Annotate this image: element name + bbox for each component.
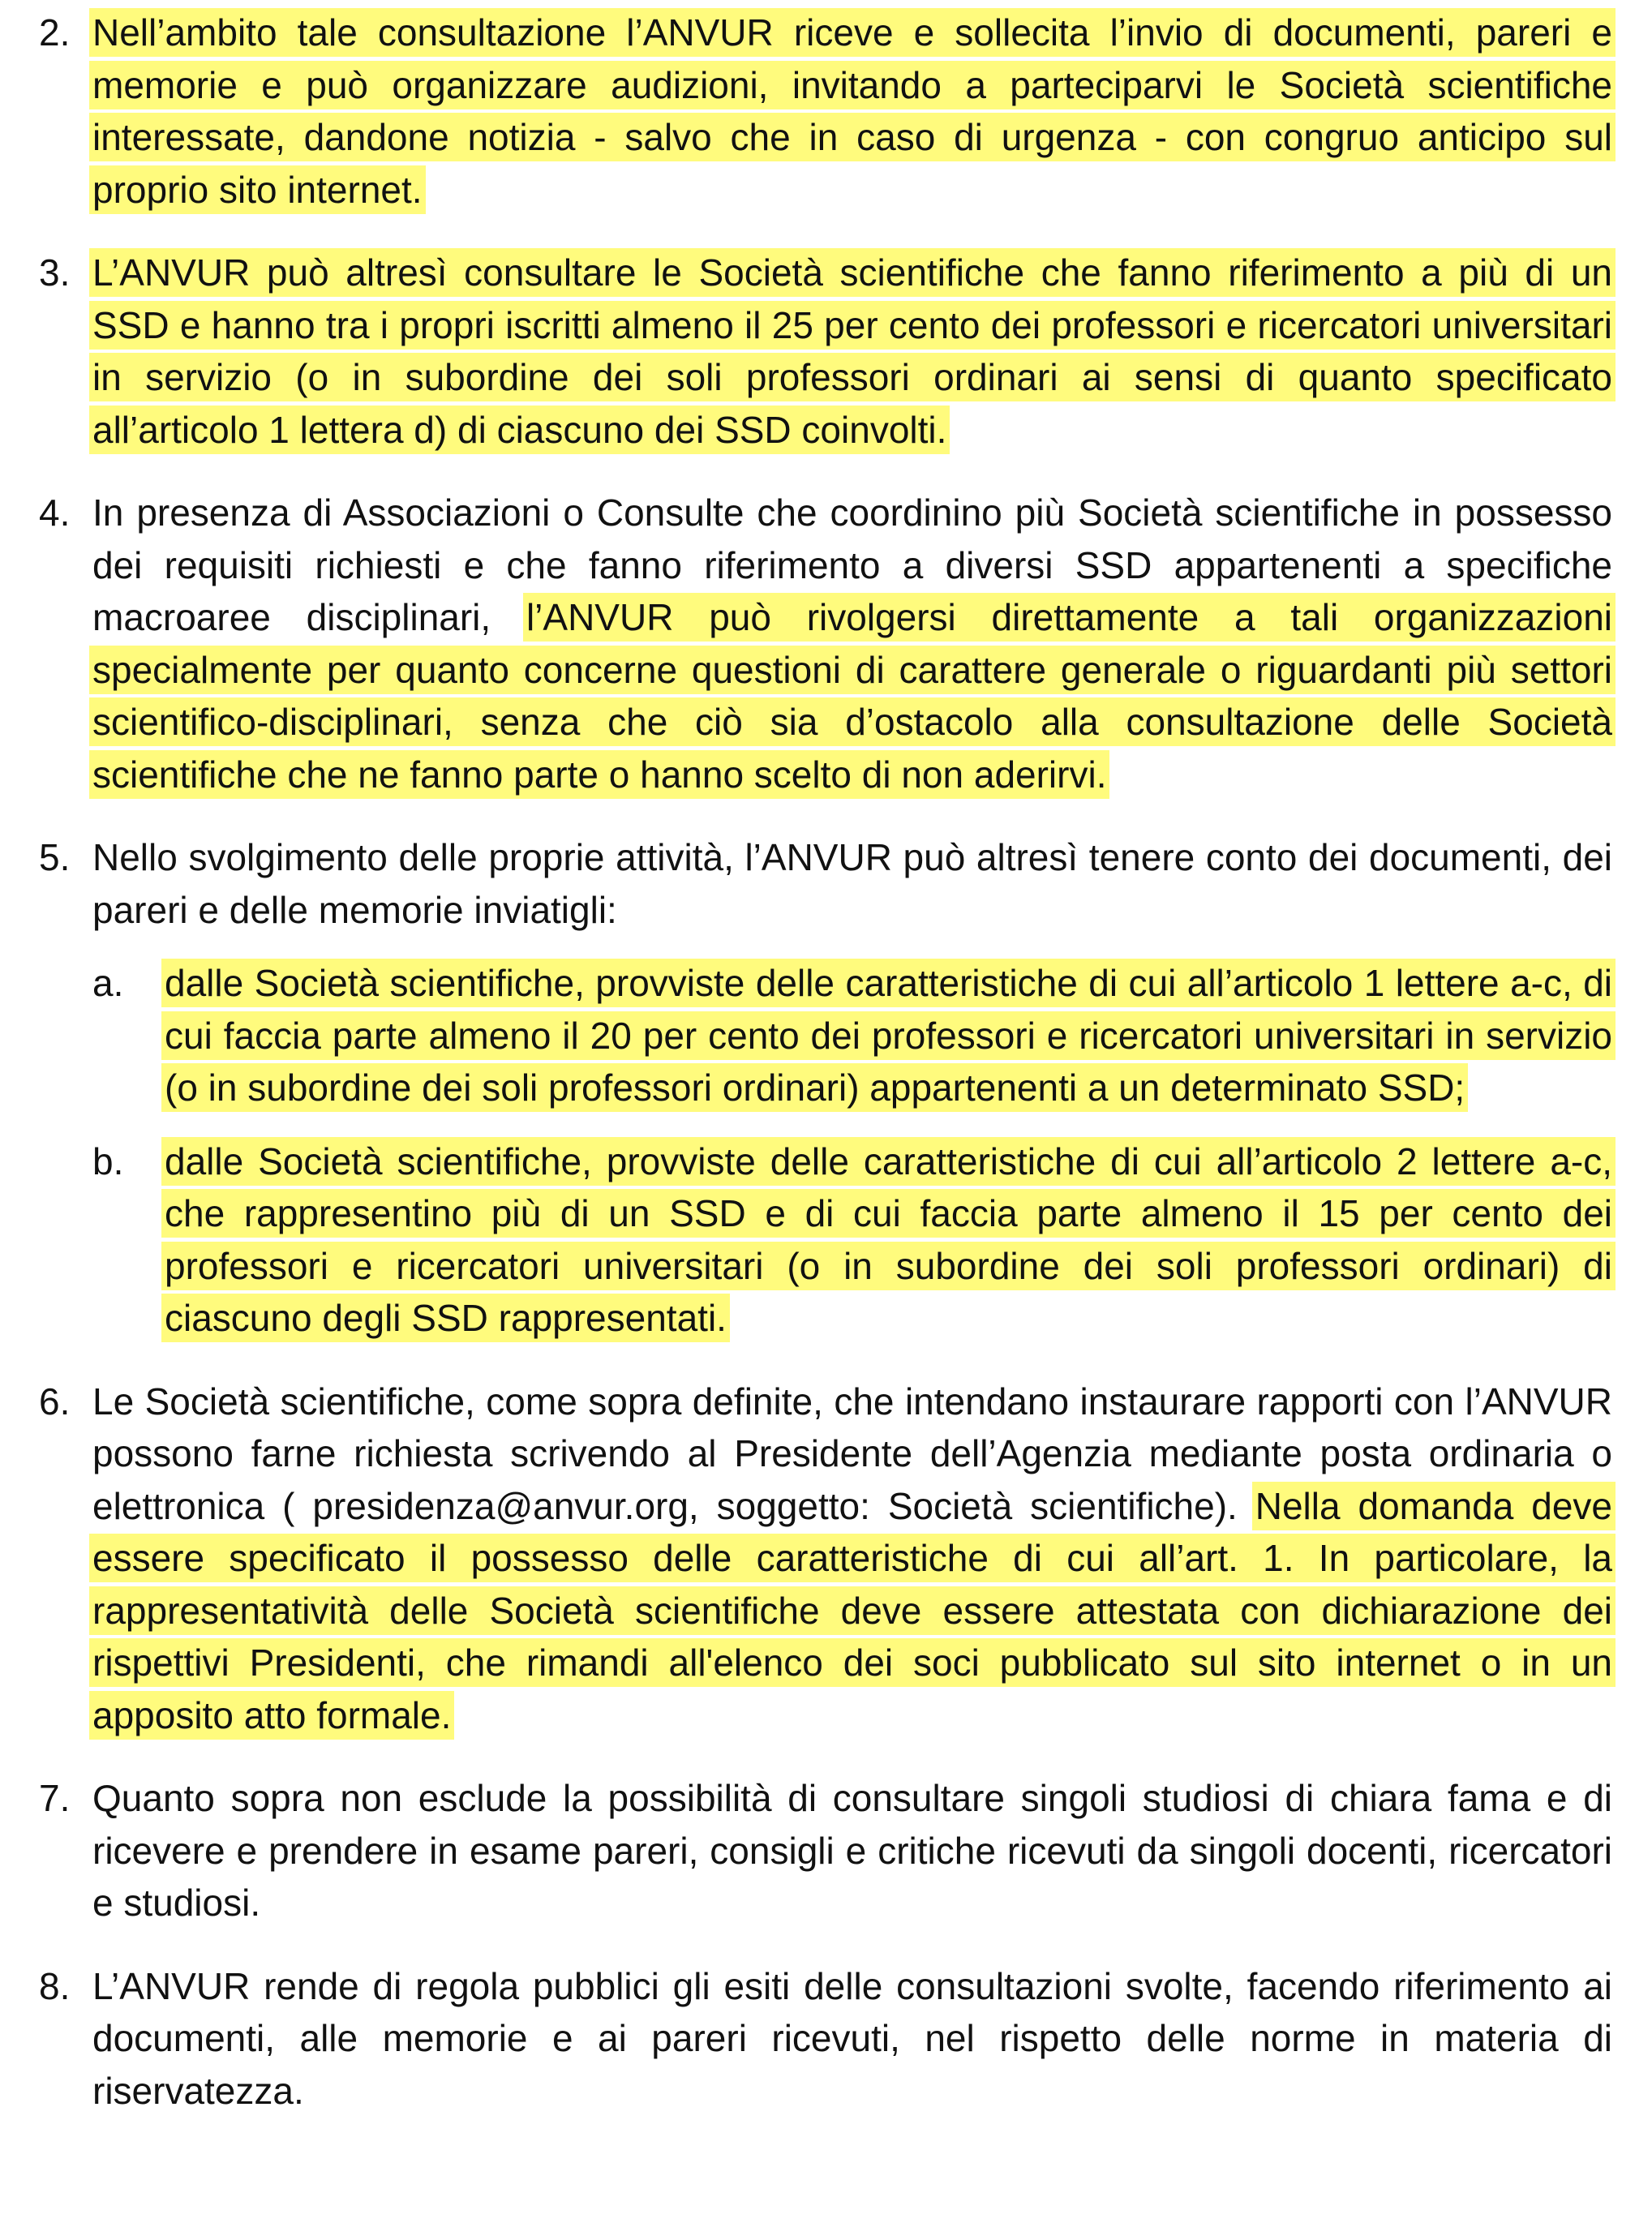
item-number: 5.: [39, 836, 71, 878]
plain-text: Le Società scientifiche, come sopra definite, che intendano instaurare rapporti con l’ANVUR possono farne richiesta scrivendo al Presidente dell’Agenzia mediante posta ordinaria o elettronica ( presidenza@anvur.org, soggetto: Società scientifiche).: [92, 1380, 1612, 1527]
list-item-4: [39, 487, 1612, 800]
plain-text: Nello svolgimento delle proprie attività, l’ANVUR può altresì tenere conto dei documenti, dei pareri e delle memorie inviatigli:: [92, 836, 1612, 931]
plain-text: In presenza di Associazioni o Consulte che coordinino più Società scientifiche in possesso dei requisiti richiesti e che fanno riferimento a diversi SSD appartenenti a specifiche macroaree disciplinari,: [92, 491, 1612, 638]
item-number: 4.: [39, 491, 71, 534]
highlighted-text: dalle Società scientifiche, provviste delle caratteristiche di cui all’articolo 2 lettere a-c, che rappresentino più di un SSD e di cui faccia parte almeno il 15 per cento dei professori e ricercatori universitari (o in subordine dei soli professori ordinari) di ciascuno degli SSD rappresentati.: [165, 1139, 1612, 1339]
list-item-8: [39, 1960, 1612, 2118]
list-item-3: [39, 247, 1612, 456]
highlighted-text: Nella domanda deve essere specificato il possesso delle caratteristiche di cui all’art. 1. In particolare, la rappresentatività delle Società scientifiche deve essere attestata con dichiarazione dei rispettivi Presidenti, che rimandi all'elenco dei soci pubblicato sul sito internet o in un apposito atto formale.: [92, 1484, 1612, 1736]
item-number: 8.: [39, 1964, 71, 2007]
subitem-b: [39, 1135, 1612, 1345]
item-number: 6.: [39, 1380, 71, 1423]
highlighted-text: Nell’ambito tale consultazione l’ANVUR riceve e sollecita l’invio di documenti, pareri e memorie e può organizzare audizioni, invitando a parteciparvi le Società scientifiche interessate, dandone notizia - salvo che in caso di urgenza - con congruo anticipo sul proprio sito internet.: [92, 11, 1612, 211]
list-item-6: [39, 1375, 1612, 1742]
document-page: [39, 6, 1612, 2117]
item-number: 2.: [39, 11, 71, 54]
plain-text: L’ANVUR rende di regola pubblici gli esiti delle consultazioni svolte, facendo riferimento ai documenti, alle memorie e ai pareri ricevuti, nel rispetto delle norme in materia di riservatezza.: [92, 1964, 1612, 2112]
item-number: 7.: [39, 1777, 71, 1819]
list-item-7: [39, 1772, 1612, 1929]
plain-text: Quanto sopra non esclude la possibilità di consultare singoli studiosi di chiara fama e di ricevere e prendere in esame pareri, consigli e critiche ricevuti da singoli docenti, ricercatori e studiosi.: [92, 1777, 1612, 1924]
highlighted-text: L’ANVUR può altresì consultare le Società scientifiche che fanno riferimento a più di un SSD e hanno tra i propri iscritti almeno il 25 per cento dei professori e ricercatori universitari in servizio (o in subordine dei soli professori ordinari ai sensi di quanto specificato all’articolo 1 lettera d) di ciascuno dei SSD coinvolti.: [92, 251, 1612, 451]
highlighted-text: dalle Società scientifiche, provviste delle caratteristiche di cui all’articolo 1 lettere a-c, di cui faccia parte almeno il 20 per cento dei professori e ricercatori universitari in servizio (o in subordine dei soli professori ordinari) appartenenti a un determinato SSD;: [165, 962, 1612, 1109]
list-item-2: [39, 6, 1612, 216]
subitem-a: [39, 957, 1612, 1114]
subitem-letter: a.: [92, 962, 124, 1004]
list-item-5: [39, 831, 1612, 936]
item-number: 3.: [39, 251, 71, 294]
highlighted-text: l’ANVUR può rivolgersi direttamente a tali organizzazioni specialmente per quanto concerne questioni di carattere generale o riguardanti più settori scientifico-disciplinari, senza che ciò sia d’ostacolo alla consultazione delle Società scientifiche che ne fanno parte o hanno scelto di non aderirvi.: [92, 596, 1612, 796]
subitem-letter: b.: [92, 1139, 124, 1182]
